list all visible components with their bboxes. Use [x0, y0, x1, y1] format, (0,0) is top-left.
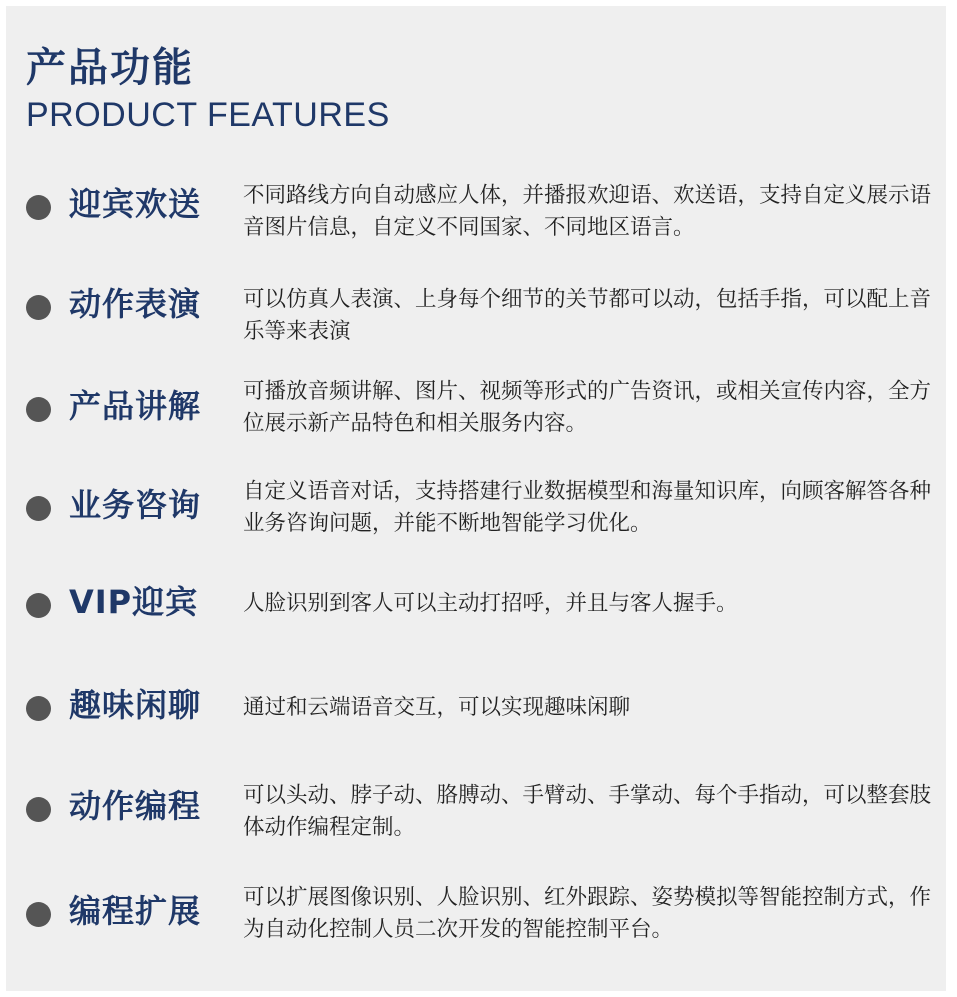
bullet-icon — [26, 696, 51, 721]
feature-description: 通过和云端语音交互，可以实现趣味闲聊 — [243, 695, 631, 720]
feature-label: 产品讲解 — [69, 387, 202, 425]
feature-description: 可播放音频讲解、图片、视频等形式的广告资讯，或相关宣传内容，全方位展示新产品特色和相关服务内容。 — [243, 379, 932, 436]
bullet-icon — [26, 496, 51, 521]
feature-description: 不同路线方向自动感应人体，并播报欢迎语、欢送语，支持自定义展示语音图片信息，自定义不同国家、不同地区语言。 — [243, 183, 932, 240]
bullet-icon — [26, 397, 51, 422]
bullet-icon — [26, 902, 51, 927]
feature-description: 人脸识别到客人可以主动打招呼，并且与客人握手。 — [243, 591, 738, 616]
feature-description: 自定义语音对话，支持搭建行业数据模型和海量知识库，向顾客解答各种业务咨询问题，并能不断地智能学习优化。 — [243, 479, 932, 536]
section-subtitle: PRODUCT FEATURES — [26, 96, 390, 134]
feature-label: 迎宾欢送 — [69, 185, 202, 223]
feature-label: 业务咨询 — [69, 486, 202, 524]
section-title: 产品功能 — [26, 45, 194, 91]
feature-description: 可以扩展图像识别、人脸识别、红外跟踪、姿势模拟等智能控制方式，作为自动化控制人员二次开发的智能控制平台。 — [243, 885, 932, 942]
features-panel — [6, 6, 946, 991]
feature-label: 动作表演 — [69, 285, 202, 323]
bullet-icon — [26, 195, 51, 220]
feature-label: VIP迎宾 — [69, 583, 199, 621]
feature-description: 可以头动、脖子动、胳膊动、手臂动、手掌动、每个手指动，可以整套肢体动作编程定制。 — [243, 783, 932, 840]
bullet-icon — [26, 797, 51, 822]
feature-description: 可以仿真人表演、上身每个细节的关节都可以动，包括手指，可以配上音乐等来表演 — [243, 287, 932, 344]
bullet-icon — [26, 295, 51, 320]
feature-label: 编程扩展 — [69, 892, 202, 930]
bullet-icon — [26, 593, 51, 618]
feature-label: 趣味闲聊 — [69, 686, 202, 724]
feature-label: 动作编程 — [69, 787, 202, 825]
